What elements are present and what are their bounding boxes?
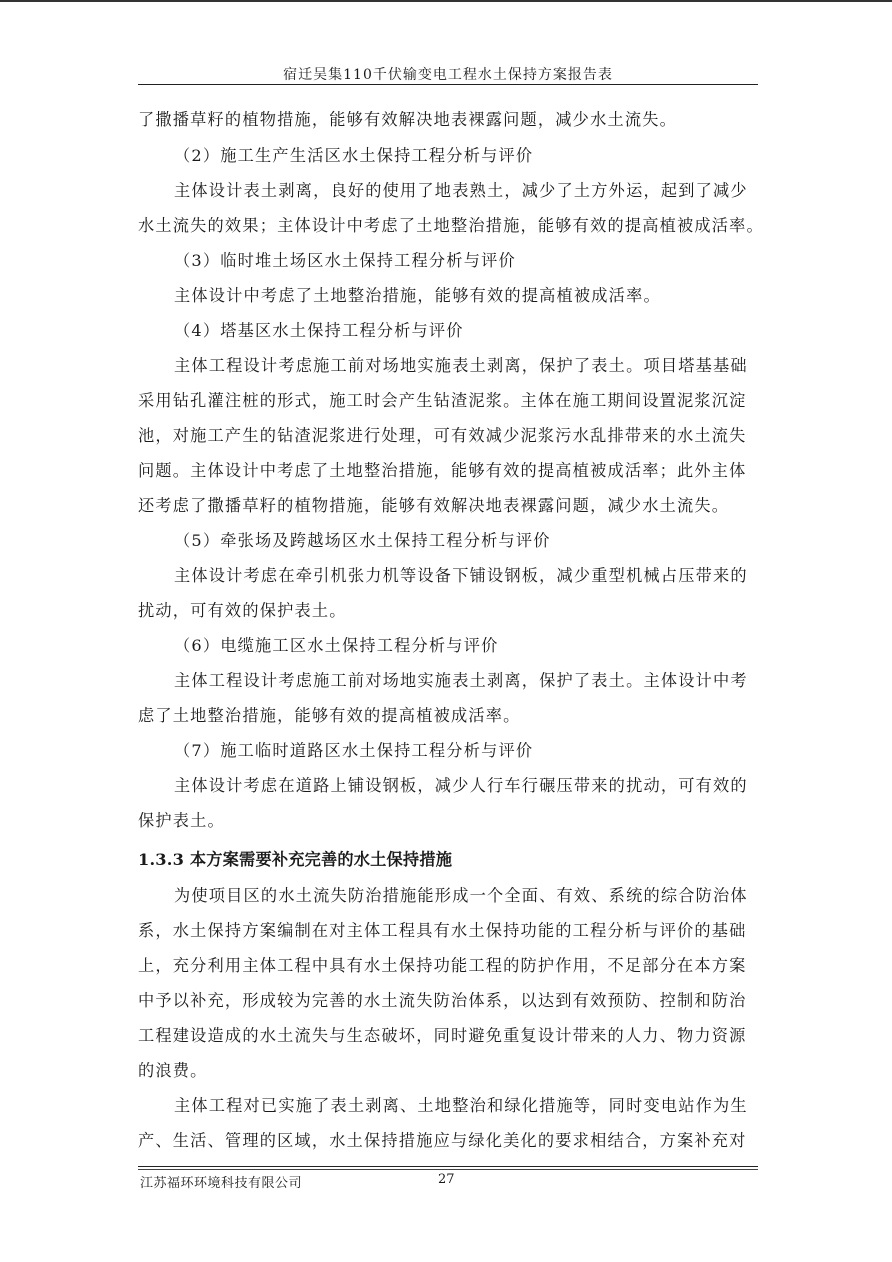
paragraph-line: 扰动，可有效的保护表土。 <box>138 601 347 620</box>
subsection-heading: （4）塔基区水土保持工程分析与评价 <box>174 321 464 340</box>
paragraph-line: 虑了土地整治措施，能够有效的提高植被成活率。 <box>138 706 521 725</box>
footer-rule-thin <box>138 1169 758 1170</box>
paragraph-line: 主体工程设计考虑施工前对场地实施表土剥离，保护了表土。主体设计中考 <box>174 671 748 690</box>
paragraph-line: 为使项目区的水土流失防治措施能形成一个全面、有效、系统的综合防治体 <box>174 886 748 905</box>
paragraph-line: 采用钻孔灌注桩的形式，施工时会产生钻渣泥浆。主体在施工期间设置泥浆沉淀 <box>138 391 747 410</box>
subsection-heading: （6）电缆施工区水土保持工程分析与评价 <box>174 636 499 655</box>
paragraph-line: 池，对施工产生的钻渣泥浆进行处理，可有效减少泥浆污水乱排带来的水土流失 <box>138 426 747 445</box>
paragraph-line: 系，水土保持方案编制在对主体工程具有水土保持功能的工程分析与评价的基础 <box>138 921 747 940</box>
footer-company: 江苏福环环境科技有限公司 <box>140 1176 303 1191</box>
paragraph-line: 主体工程设计考虑施工前对场地实施表土剥离，保护了表土。项目塔基基础 <box>174 356 748 375</box>
paragraph-line: 问题。主体设计中考虑了土地整治措施，能够有效的提高植被成活率；此外主体 <box>138 461 747 480</box>
paragraph-line: 主体设计考虑在道路上铺设钢板，减少人行车行碾压带来的扰动，可有效的 <box>174 776 748 795</box>
paragraph-line: 的浪费。 <box>138 1061 208 1080</box>
subsection-heading: （2）施工生产生活区水土保持工程分析与评价 <box>174 146 534 165</box>
paragraph-line: 水土流失的效果；主体设计中考虑了土地整治措施，能够有效的提高植被成活率。 <box>138 216 764 235</box>
page-number: 27 <box>438 1172 455 1187</box>
footer-rule <box>138 1166 758 1167</box>
paragraph-line: 主体工程对已实施了表土剥离、土地整治和绿化措施等，同时变电站作为生 <box>174 1096 748 1115</box>
paragraph-line: 中予以补充，形成较为完善的水土流失防治体系，以达到有效预防、控制和防治 <box>138 991 747 1010</box>
paragraph-line: 上，充分利用主体工程中具有水土保持功能工程的防护作用，不足部分在本方案 <box>138 956 747 975</box>
paragraph-line: 保护表土。 <box>138 811 225 830</box>
paragraph-line: 工程建设造成的水土流失与生态破坏，同时避免重复设计带来的人力、物力资源 <box>138 1026 747 1045</box>
paragraph-line: 产、生活、管理的区域，水土保持措施应与绿化美化的要求相结合，方案补充对 <box>138 1131 747 1150</box>
paragraph-line: 了撒播草籽的植物措施，能够有效解决地表裸露问题，减少水土流失。 <box>138 110 678 129</box>
paragraph-line: 主体设计考虑在牵引机张力机等设备下铺设钢板，减少重型机械占压带来的 <box>174 566 748 585</box>
subsection-heading: （5）牵张场及跨越场区水土保持工程分析与评价 <box>174 531 551 550</box>
header-rule <box>138 84 758 85</box>
subsection-heading: （3）临时堆土场区水土保持工程分析与评价 <box>174 251 516 270</box>
top-border <box>0 0 892 2</box>
header-title: 宿迁吴集110千伏输变电工程水土保持方案报告表 <box>283 67 613 83</box>
subsection-heading: （7）施工临时道路区水土保持工程分析与评价 <box>174 741 534 760</box>
paragraph-line: 主体设计表土剥离，良好的使用了地表熟土，减少了土方外运，起到了减少 <box>174 181 748 200</box>
section-heading: 1.3.3 本方案需要补充完善的水土保持措施 <box>138 850 453 869</box>
paragraph-line: 主体设计中考虑了土地整治措施，能够有效的提高植被成活率。 <box>174 286 661 305</box>
paragraph-line: 还考虑了撒播草籽的植物措施，能够有效解决地表裸露问题，减少水土流失。 <box>138 496 730 515</box>
